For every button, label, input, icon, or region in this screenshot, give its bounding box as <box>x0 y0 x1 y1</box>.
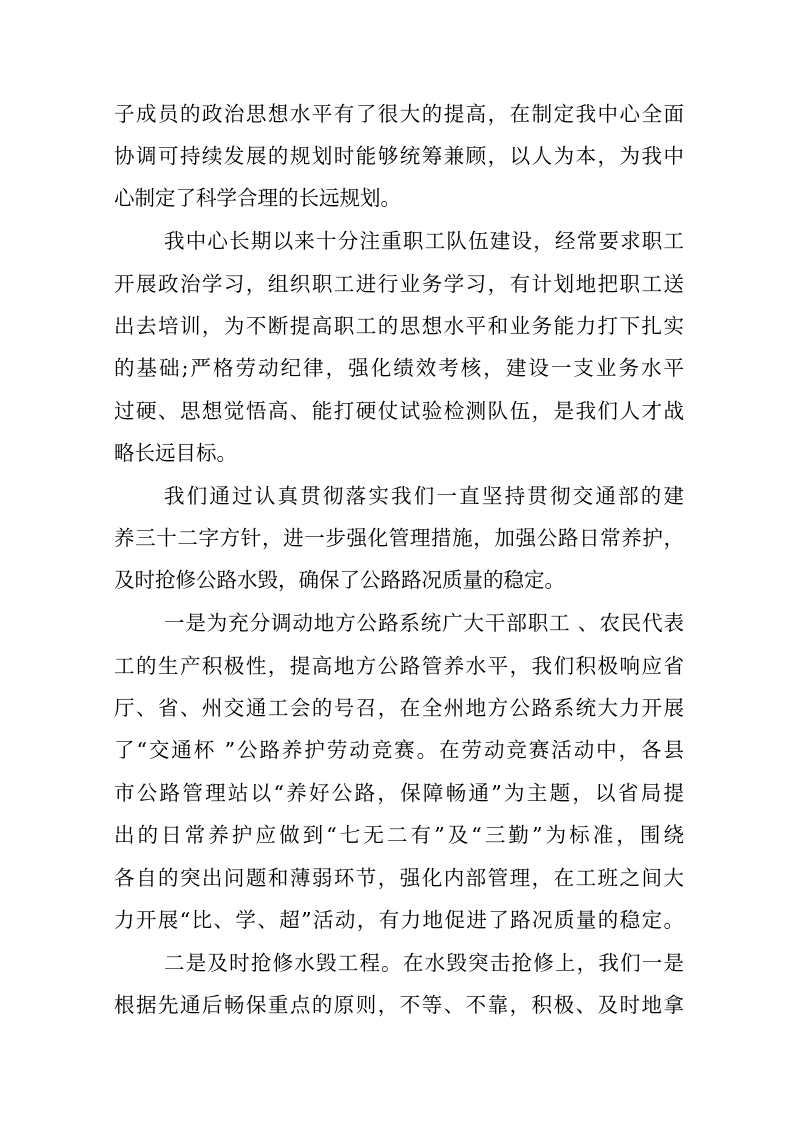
text-line: 出去培训，为不断提高职工的思想水平和业务能力打下扎实 <box>114 314 684 338</box>
text-line: 市公路管理站以“养好公路，保障畅通”为主题，以省局提 <box>114 781 684 805</box>
text-line: 过硬、思想觉悟高、能打硬仗试验检测队伍，是我们人才战 <box>114 399 684 423</box>
text-line: 厅、省、州交通工会的号召，在全州地方公路系统大力开展 <box>114 696 684 720</box>
text-line: 工的生产积极性，提高地方公路管养水平，我们积极响应省 <box>114 654 684 678</box>
text-line: 及时抢修公路水毁，确保了公路路况质量的稳定。 <box>114 568 565 592</box>
text-line: 根据先通后畅保重点的原则，不等、不靠，积极、及时地拿 <box>114 993 684 1017</box>
text-line: 一是为充分调动地方公路系统广大干部职工 、农民代表 <box>164 611 684 635</box>
text-line: 心制定了科学合理的长远规划。 <box>114 186 401 210</box>
text-line: 养三十二字方针，进一步强化管理措施，加强公路日常养护， <box>114 526 684 550</box>
text-line: 子成员的政治思想水平有了很大的提高，在制定我中心全面 <box>114 102 684 126</box>
text-line: 我们通过认真贯彻落实我们一直坚持贯彻交通部的建 <box>164 484 684 508</box>
text-line: 我中心长期以来十分注重职工队伍建设，经常要求职工 <box>164 229 684 253</box>
text-line: 开展政治学习，组织职工进行业务学习，有计划地把职工送 <box>114 272 684 296</box>
text-line: 的基础;严格劳动纪律，强化绩效考核，建设一支业务水平 <box>114 356 684 380</box>
text-line: 力开展“比、学、超”活动，有力地促进了路况质量的稳定。 <box>114 908 684 932</box>
text-line: 出的日常养护应做到“七无二有”及“三勤”为标准，围绕 <box>114 823 684 847</box>
text-line: 协调可持续发展的规划时能够统筹兼顾，以人为本，为我中 <box>114 144 684 168</box>
text-line: 二是及时抢修水毁工程。在水毁突击抢修上，我们一是 <box>164 951 684 975</box>
text-line: 各自的突出问题和薄弱环节，强化内部管理，在工班之间大 <box>114 866 684 890</box>
text-line: 了“交通杯 ”公路养护劳动竞赛。在劳动竞赛活动中，各县 <box>114 738 684 762</box>
text-line: 略长远目标。 <box>114 441 237 465</box>
